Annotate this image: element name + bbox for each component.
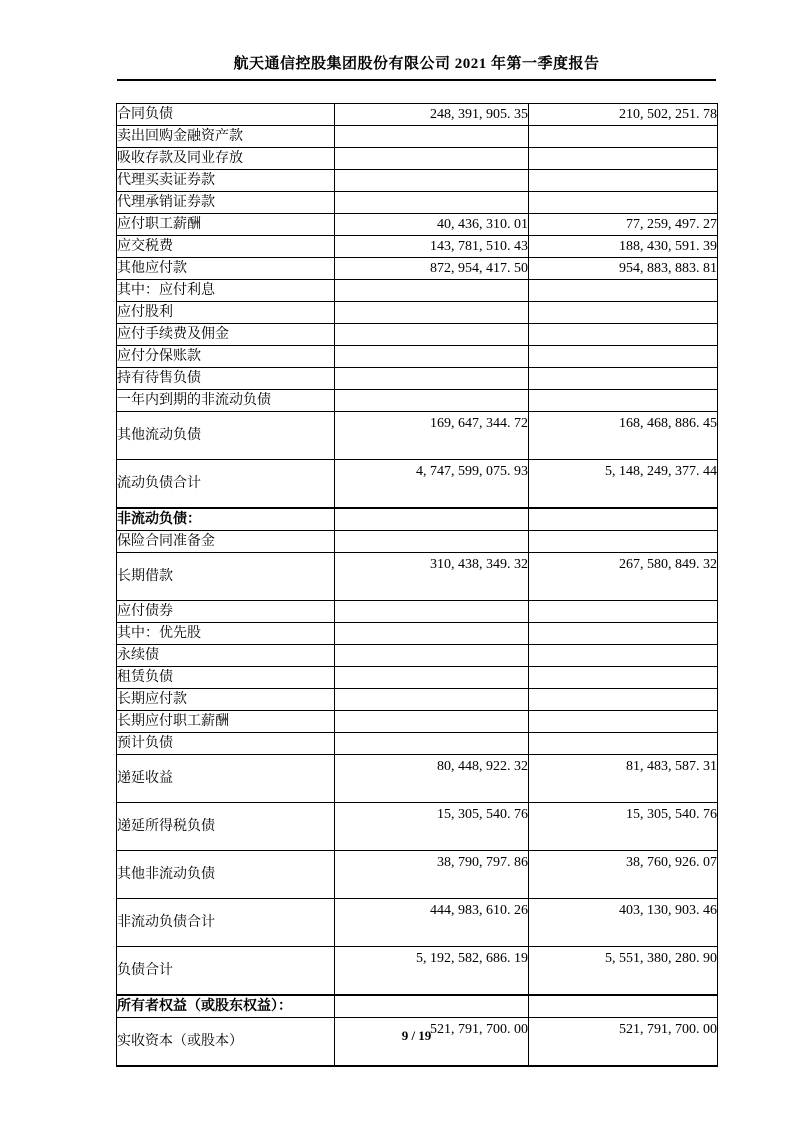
row-value-prior — [529, 508, 718, 531]
row-value-current — [335, 192, 529, 214]
row-label: 预计负债 — [117, 733, 335, 755]
row-label: 代理承销证券款 — [117, 192, 335, 214]
table-row — [117, 601, 718, 623]
table-row — [117, 947, 718, 996]
row-label: 非流动负债： — [117, 508, 335, 531]
balance-table-body — [117, 104, 718, 1067]
row-value-current — [335, 667, 529, 689]
row-value-current — [335, 126, 529, 148]
row-label: 租赁负债 — [117, 667, 335, 689]
row-label: 保险合同准备金 — [117, 531, 335, 553]
row-value-prior: 521, 791, 700. 00 — [529, 1018, 718, 1067]
row-value-prior — [529, 645, 718, 667]
table-row — [117, 368, 718, 390]
row-value-prior: 954, 883, 883. 81 — [529, 258, 718, 280]
row-value-current: 15, 305, 540. 76 — [335, 803, 529, 851]
balance-sheet-table — [116, 103, 718, 1067]
row-value-current: 4, 747, 599, 075. 93 — [335, 460, 529, 509]
row-label: 卖出回购金融资产款 — [117, 126, 335, 148]
table-row — [117, 531, 718, 553]
row-value-current — [335, 170, 529, 192]
row-value-current — [335, 711, 529, 733]
table-row — [117, 803, 718, 851]
row-value-prior — [529, 733, 718, 755]
table-row — [117, 324, 718, 346]
row-value-prior: 77, 259, 497. 27 — [529, 214, 718, 236]
row-label: 其他非流动负债 — [117, 851, 335, 899]
row-label: 长期应付款 — [117, 689, 335, 711]
row-value-prior: 81, 483, 587. 31 — [529, 755, 718, 803]
row-label: 应付股利 — [117, 302, 335, 324]
row-value-current: 248, 391, 905. 35 — [335, 104, 529, 126]
row-label: 代理买卖证券款 — [117, 170, 335, 192]
table-row — [117, 553, 718, 601]
row-label: 其中：优先股 — [117, 623, 335, 645]
row-value-current: 5, 192, 582, 686. 19 — [335, 947, 529, 996]
row-value-prior — [529, 170, 718, 192]
row-value-current — [335, 508, 529, 531]
table-row — [117, 508, 718, 531]
row-value-prior: 5, 148, 249, 377. 44 — [529, 460, 718, 509]
row-value-prior — [529, 368, 718, 390]
row-value-prior — [529, 280, 718, 302]
row-value-prior — [529, 667, 718, 689]
row-value-prior — [529, 711, 718, 733]
row-label: 其他应付款 — [117, 258, 335, 280]
table-row — [117, 302, 718, 324]
row-value-prior: 267, 580, 849. 32 — [529, 553, 718, 601]
row-value-current — [335, 689, 529, 711]
row-value-prior: 403, 130, 903. 46 — [529, 899, 718, 947]
row-value-current: 310, 438, 349. 32 — [335, 553, 529, 601]
row-label: 持有待售负债 — [117, 368, 335, 390]
row-value-current: 521, 791, 700. 00 — [335, 1018, 529, 1067]
row-value-current: 143, 781, 510. 43 — [335, 236, 529, 258]
row-value-current — [335, 623, 529, 645]
table-row — [117, 645, 718, 667]
row-value-prior — [529, 126, 718, 148]
page-number-footer: 9 / 19 — [401, 1028, 432, 1043]
row-value-current — [335, 531, 529, 553]
row-label: 应付分保账款 — [117, 346, 335, 368]
table-row — [117, 214, 718, 236]
row-label: 递延收益 — [117, 755, 335, 803]
table-row — [117, 623, 718, 645]
row-value-prior — [529, 192, 718, 214]
table-row — [117, 460, 718, 509]
table-row — [117, 192, 718, 214]
balance-sheet-table-wrap — [116, 103, 718, 1067]
row-label: 永续债 — [117, 645, 335, 667]
table-row — [117, 733, 718, 755]
row-value-current — [335, 368, 529, 390]
table-row — [117, 689, 718, 711]
row-label: 应付手续费及佣金 — [117, 324, 335, 346]
row-label: 长期应付职工薪酬 — [117, 711, 335, 733]
row-value-prior — [529, 689, 718, 711]
row-label: 一年内到期的非流动负债 — [117, 390, 335, 412]
table-row — [117, 412, 718, 460]
row-value-prior — [529, 531, 718, 553]
table-row — [117, 104, 718, 126]
row-value-current: 444, 983, 610. 26 — [335, 899, 529, 947]
row-value-current — [335, 148, 529, 170]
row-value-prior: 15, 305, 540. 76 — [529, 803, 718, 851]
row-value-current — [335, 645, 529, 667]
table-row — [117, 755, 718, 803]
row-value-current: 40, 436, 310. 01 — [335, 214, 529, 236]
row-value-current: 169, 647, 344. 72 — [335, 412, 529, 460]
row-value-prior: 5, 551, 380, 280. 90 — [529, 947, 718, 996]
row-label: 负债合计 — [117, 947, 335, 996]
row-value-current — [335, 324, 529, 346]
row-value-current: 38, 790, 797. 86 — [335, 851, 529, 899]
table-row — [117, 236, 718, 258]
row-value-prior — [529, 346, 718, 368]
page-header-title: 航天通信控股集团股份有限公司 2021 年第一季度报告 — [117, 52, 716, 81]
row-value-current — [335, 346, 529, 368]
table-row — [117, 711, 718, 733]
row-value-prior — [529, 623, 718, 645]
row-value-current — [335, 280, 529, 302]
table-row — [117, 258, 718, 280]
row-value-current — [335, 995, 529, 1018]
row-value-current — [335, 733, 529, 755]
row-label: 非流动负债合计 — [117, 899, 335, 947]
row-value-prior: 188, 430, 591. 39 — [529, 236, 718, 258]
table-row — [117, 346, 718, 368]
row-value-prior: 38, 760, 926. 07 — [529, 851, 718, 899]
table-row — [117, 170, 718, 192]
table-row — [117, 280, 718, 302]
row-value-prior — [529, 390, 718, 412]
row-value-current: 80, 448, 922. 32 — [335, 755, 529, 803]
row-value-prior — [529, 324, 718, 346]
table-row — [117, 851, 718, 899]
row-label: 递延所得税负债 — [117, 803, 335, 851]
row-value-current: 872, 954, 417. 50 — [335, 258, 529, 280]
row-label: 流动负债合计 — [117, 460, 335, 509]
row-label: 合同负债 — [117, 104, 335, 126]
row-label: 吸收存款及同业存放 — [117, 148, 335, 170]
table-row — [117, 148, 718, 170]
row-value-prior: 168, 468, 886. 45 — [529, 412, 718, 460]
row-label: 其他流动负债 — [117, 412, 335, 460]
table-row — [117, 390, 718, 412]
table-row — [117, 667, 718, 689]
row-value-prior — [529, 601, 718, 623]
row-value-prior — [529, 995, 718, 1018]
row-label: 实收资本（或股本） — [117, 1018, 335, 1067]
row-value-prior — [529, 148, 718, 170]
row-value-prior: 210, 502, 251. 78 — [529, 104, 718, 126]
row-label: 其中：应付利息 — [117, 280, 335, 302]
table-row — [117, 995, 718, 1018]
row-value-current — [335, 390, 529, 412]
row-label: 应交税费 — [117, 236, 335, 258]
row-label: 长期借款 — [117, 553, 335, 601]
row-label: 应付职工薪酬 — [117, 214, 335, 236]
row-label: 应付债券 — [117, 601, 335, 623]
row-value-current — [335, 601, 529, 623]
table-row — [117, 899, 718, 947]
row-label: 所有者权益（或股东权益）： — [117, 995, 335, 1018]
table-row — [117, 126, 718, 148]
row-value-prior — [529, 302, 718, 324]
row-value-current — [335, 302, 529, 324]
